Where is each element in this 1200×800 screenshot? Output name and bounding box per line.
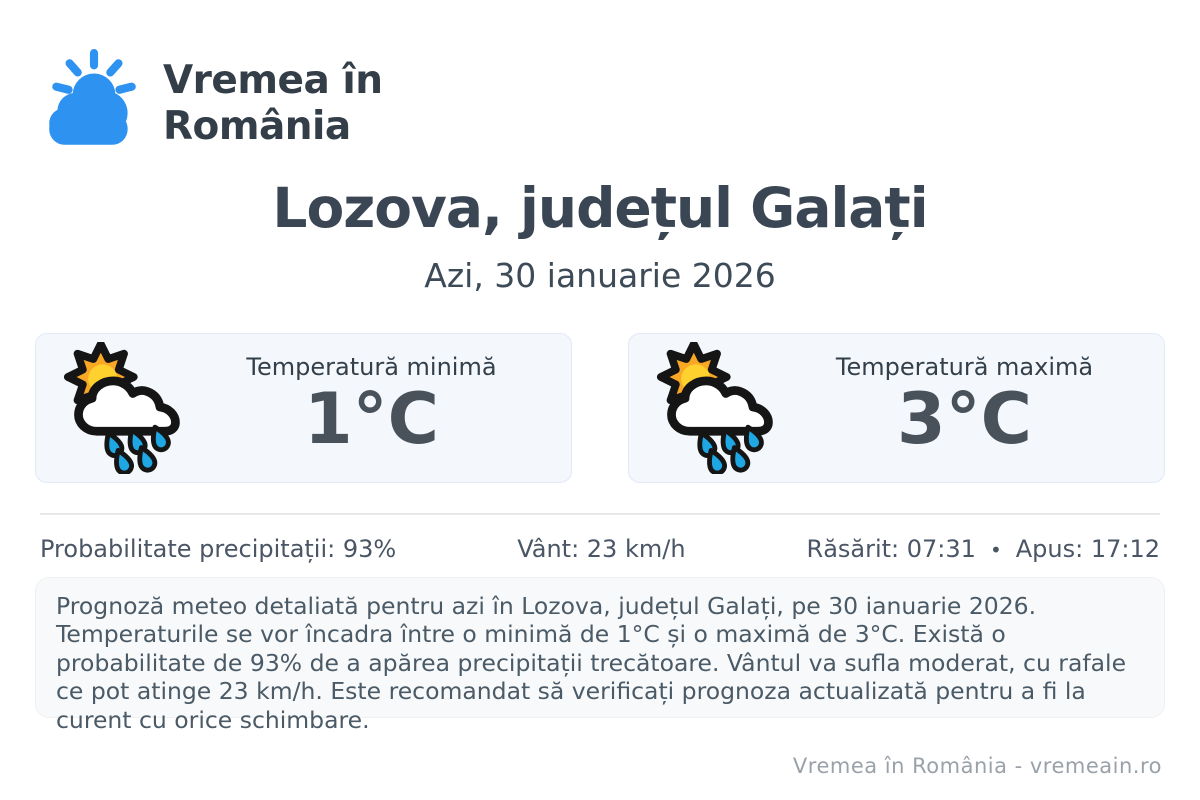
page-title: Lozova, județul Galați [272, 176, 928, 240]
forecast-description: Prognoză meteo detaliată pentru azi în Lozova, județul Galați, pe 30 ianuarie 2026. Temperaturile se vor încadra între o minimă de 1°C și o maximă de 3°C. Există o probabilitate de 93% de a apărea precipitații trecătoare. Vântul va sufla moderat, cu rafale ce pot atinge 23 km/h. Este recomandat să verificați prognoza actualizată pentru a fi la curent cu orice schimbare. [35, 577, 1165, 718]
max-temperature-card [628, 333, 1165, 483]
sun-behind-rain-cloud-icon [655, 342, 783, 474]
page-subtitle: Azi, 30 ianuarie 2026 [424, 256, 776, 295]
sun-times-stat [807, 535, 1160, 563]
min-temperature-value: 1°C [303, 378, 440, 461]
bullet-separator: • [989, 538, 1002, 562]
wind-stat: Vânt: 23 km/h [517, 535, 686, 563]
divider [40, 513, 1160, 515]
precipitation-stat: Probabilitate precipitații: 93% [40, 535, 397, 563]
sun-behind-rain-cloud-icon [62, 342, 190, 474]
sun-behind-cloud-icon [37, 48, 149, 160]
max-temperature-value: 3°C [896, 378, 1033, 461]
footer-attribution: Vremea în România - vremeain.ro [792, 754, 1162, 778]
max-temperature-label: Temperatură maximă [835, 353, 1094, 382]
brand-name-line2: România [163, 104, 351, 149]
temperature-cards [35, 333, 1165, 483]
min-temperature-label: Temperatură minimă [246, 353, 497, 382]
sunrise-stat: Răsărit: 07:31 [806, 535, 976, 563]
max-temperature-block [783, 353, 1146, 461]
stats-row [40, 535, 1160, 563]
min-temperature-block [190, 353, 553, 461]
brand-header [37, 48, 1165, 160]
sunset-stat: Apus: 17:12 [1015, 535, 1160, 563]
brand-name-line1: Vremea în [163, 57, 383, 103]
min-temperature-card [35, 333, 572, 483]
brand-name [163, 58, 382, 150]
